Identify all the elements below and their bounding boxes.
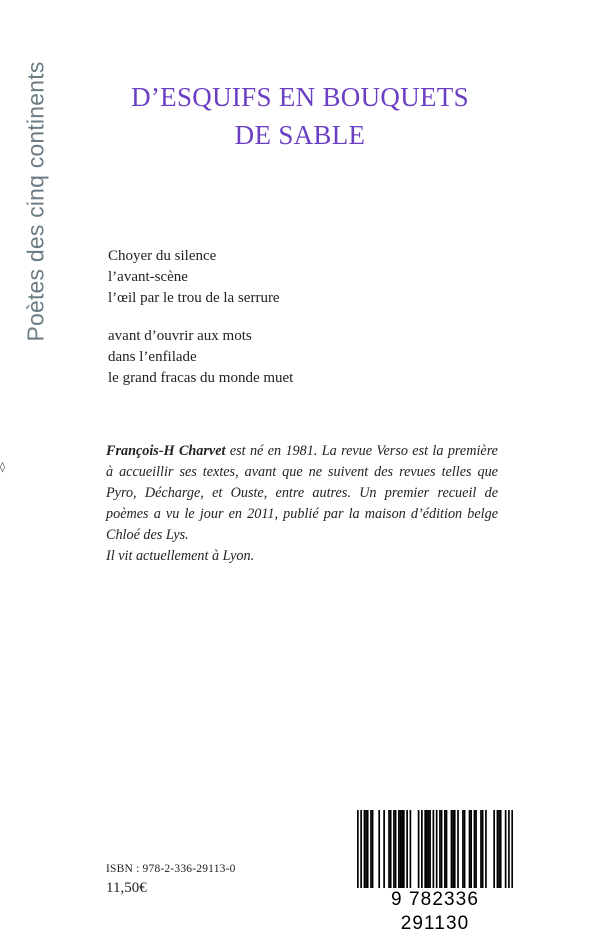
barcode-digits: 9 782336 291130 — [357, 888, 513, 912]
barcode-bar — [372, 810, 374, 888]
barcode-bar — [482, 810, 484, 888]
barcode-bar — [493, 810, 495, 888]
barcode-bar — [401, 810, 403, 888]
edge-registration-mark: ◊ — [0, 462, 5, 473]
barcode-bar — [500, 810, 502, 888]
barcode-bar — [406, 810, 408, 888]
poem-line: avant d’ouvrir aux mots — [108, 328, 252, 344]
book-title-line-2: DE SABLE — [234, 120, 366, 150]
bio-text: est né en 1981. La revue Verso est la première à accueillir ses textes, avant que ne suivent des revues telles que Pyro, Décharge, et Ouste, entre autres. Un premier recueil de poèmes a vu le jour en 2011, publié par la maison d’édition belge Chloé des Lys. — [106, 443, 498, 543]
barcode-bar — [370, 810, 372, 888]
barcode-bar — [454, 810, 456, 888]
bio-paragraph — [106, 441, 498, 546]
barcode-bar — [388, 810, 390, 888]
barcode-bar — [364, 810, 366, 888]
book-price: 11,50€ — [106, 880, 147, 896]
barcode-bar — [485, 810, 487, 888]
barcode-bar — [418, 810, 420, 888]
barcode-bar — [441, 810, 443, 888]
barcode-bar — [480, 810, 482, 888]
poem-excerpt — [108, 246, 293, 406]
barcode-bar — [446, 810, 448, 888]
barcode-bar — [429, 810, 431, 888]
barcode-bar — [410, 810, 412, 888]
barcode-bar — [508, 810, 510, 894]
barcode-bar — [426, 810, 428, 888]
poem-line: dans l’enfilade — [108, 349, 197, 365]
barcode-bar — [451, 810, 453, 888]
barcode-bar — [505, 810, 507, 888]
book-title — [100, 78, 500, 154]
poem-stanza-1 — [108, 246, 293, 309]
barcode-bar — [367, 810, 369, 888]
barcode-bar — [470, 810, 472, 888]
poem-line: Choyer du silence — [108, 248, 217, 264]
barcode-bar — [421, 810, 423, 888]
barcode-bar — [433, 810, 435, 894]
barcode-bar — [378, 810, 380, 888]
barcode-bar — [365, 810, 367, 888]
bio-last-line: Il vit actuellement à Lyon. — [106, 548, 255, 564]
barcode-bar — [390, 810, 392, 888]
series-name-vertical — [16, 36, 56, 366]
author-name: François-H Charvet — [106, 443, 226, 459]
barcode-bar — [475, 810, 477, 888]
barcode-bar — [360, 810, 362, 894]
barcode-bar — [498, 810, 500, 888]
barcode-bar — [398, 810, 400, 888]
poem-line: l’œil par le trou de la serrure — [108, 290, 280, 306]
barcode-bar — [424, 810, 426, 888]
barcode-bar — [497, 810, 499, 888]
barcode-bar — [393, 810, 395, 888]
barcode-bar — [439, 810, 441, 888]
barcode-bar — [383, 810, 385, 888]
author-biography — [106, 441, 498, 567]
poem-line: l’avant-scène — [108, 269, 188, 285]
barcode-bar — [452, 810, 454, 888]
barcode-bar — [464, 810, 466, 888]
barcode-bar — [400, 810, 402, 888]
book-title-line-1: D’ESQUIFS EN BOUQUETS — [131, 82, 469, 112]
barcode-bar — [403, 810, 405, 888]
barcode-bar — [428, 810, 430, 888]
barcode-bar — [511, 810, 513, 894]
barcode-bar — [357, 810, 359, 894]
series-name: Poètes des cinq continents — [22, 60, 49, 342]
poem-stanza-2 — [108, 326, 293, 389]
barcode-bar — [474, 810, 476, 888]
barcode-bar — [436, 810, 438, 894]
barcode-bar — [462, 810, 464, 888]
barcode-bar — [457, 810, 459, 888]
ean-barcode — [357, 810, 513, 934]
barcode-bar — [444, 810, 446, 888]
barcode-bar — [469, 810, 471, 888]
isbn-number: ISBN : 978-2-336-29113-0 — [106, 863, 236, 875]
barcode-bar — [395, 810, 397, 888]
poem-line: le grand fracas du monde muet — [108, 370, 294, 386]
